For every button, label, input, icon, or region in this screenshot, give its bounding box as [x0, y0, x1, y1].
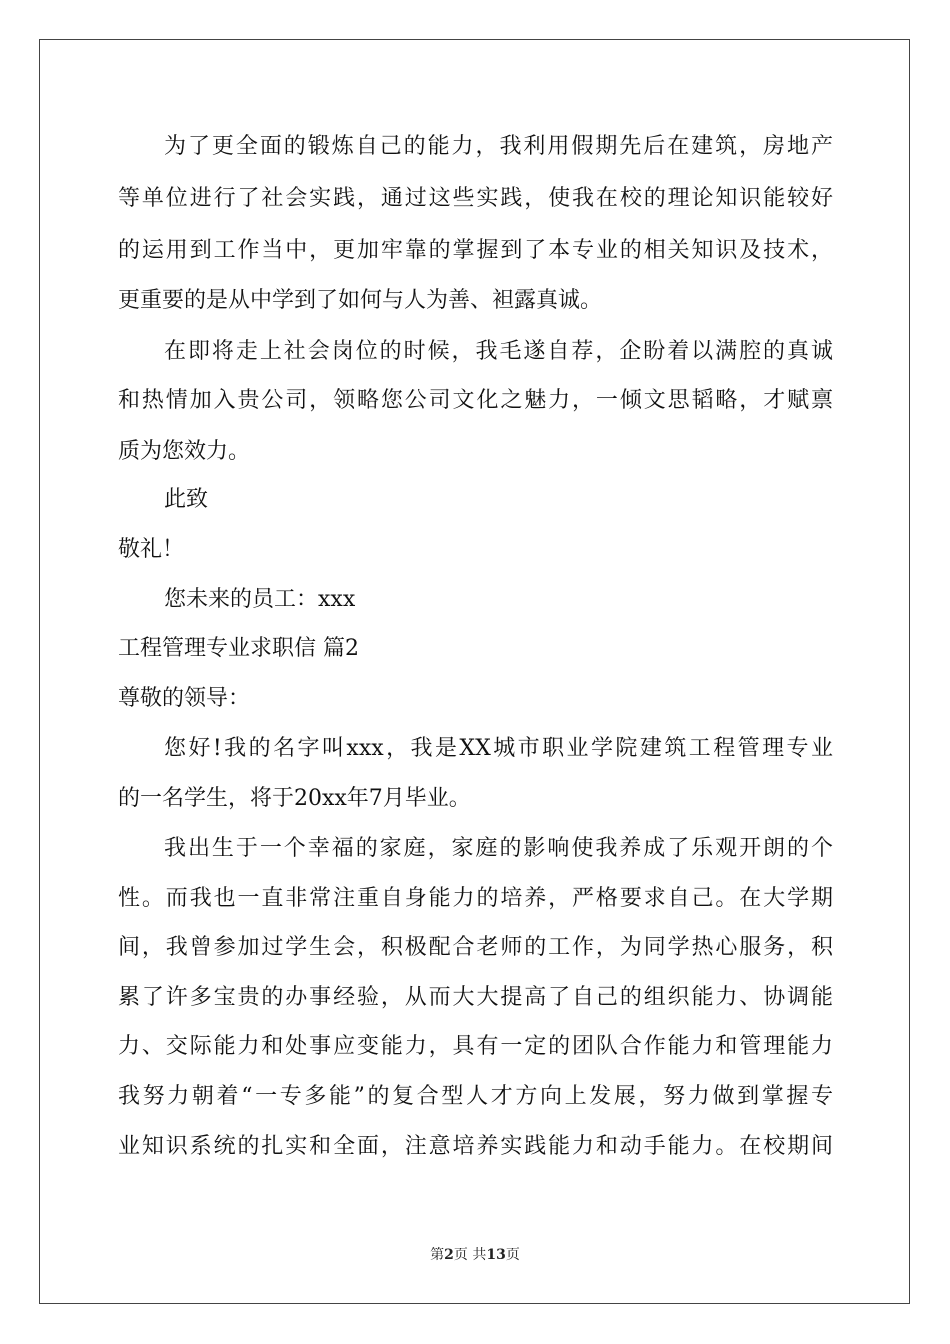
greeting: 尊敬的领导：: [118, 686, 251, 711]
paragraph-line: 性。而我也一直非常注重自身能力的培养，严格要求自己。在大学期: [118, 886, 833, 911]
paragraph-line: 我努力朝着“一专多能”的复合型人才方向上发展，努力做到掌握专: [118, 1084, 833, 1109]
section-heading: 工程管理专业求职信 篇2: [118, 636, 359, 661]
footer-mid: 页 共: [453, 1247, 487, 1263]
paragraph-line: 业知识系统的扎实和全面，注意培养实践能力和动手能力。在校期间: [118, 1134, 833, 1159]
paragraph-line: 您好!我的名字叫xxx，我是XX城市职业学院建筑工程管理专业: [164, 736, 833, 761]
page-footer: [0, 1246, 950, 1264]
paragraph-line: 我出生于一个幸福的家庭，家庭的影响使我养成了乐观开朗的个: [164, 836, 833, 861]
paragraph-line: 为了更全面的锻炼自己的能力，我利用假期先后在建筑，房地产: [164, 134, 833, 159]
paragraph-line: 的一名学生，将于20xx年7月毕业。: [118, 786, 471, 811]
closing-salutation: 此致: [164, 487, 209, 512]
current-page-number: 2: [444, 1247, 454, 1263]
paragraph-line: 力、交际能力和处事应变能力，具有一定的团队合作能力和管理能力: [118, 1034, 833, 1059]
paragraph-line: 的运用到工作当中，更加牢靠的掌握到了本专业的相关知识及技术，: [118, 238, 833, 263]
closing-regards: 敬礼！: [118, 537, 185, 562]
paragraph-line: 质为您效力。: [118, 439, 251, 464]
paragraph-line: 在即将走上社会岗位的时候，我毛遂自荐，企盼着以满腔的真诚: [164, 339, 833, 364]
paragraph-line: 更重要的是从中学到了如何与人为善、袒露真诚。: [118, 288, 603, 313]
paragraph-line: 等单位进行了社会实践，通过这些实践，使我在校的理论知识能较好: [118, 186, 833, 211]
paragraph-line: 和热情加入贵公司，领略您公司文化之魅力，一倾文思韬略，才赋禀: [118, 388, 833, 413]
footer-prefix: 第: [430, 1247, 445, 1263]
page-border: [39, 39, 910, 1304]
signature-line: 您未来的员工：xxx: [164, 587, 356, 612]
footer-suffix: 页: [505, 1247, 520, 1263]
paragraph-line: 累了许多宝贵的办事经验，从而大大提高了自己的组织能力、协调能: [118, 985, 833, 1010]
total-page-count: 13: [486, 1247, 506, 1263]
paragraph-line: 间，我曾参加过学生会，积极配合老师的工作，为同学热心服务，积: [118, 935, 833, 960]
